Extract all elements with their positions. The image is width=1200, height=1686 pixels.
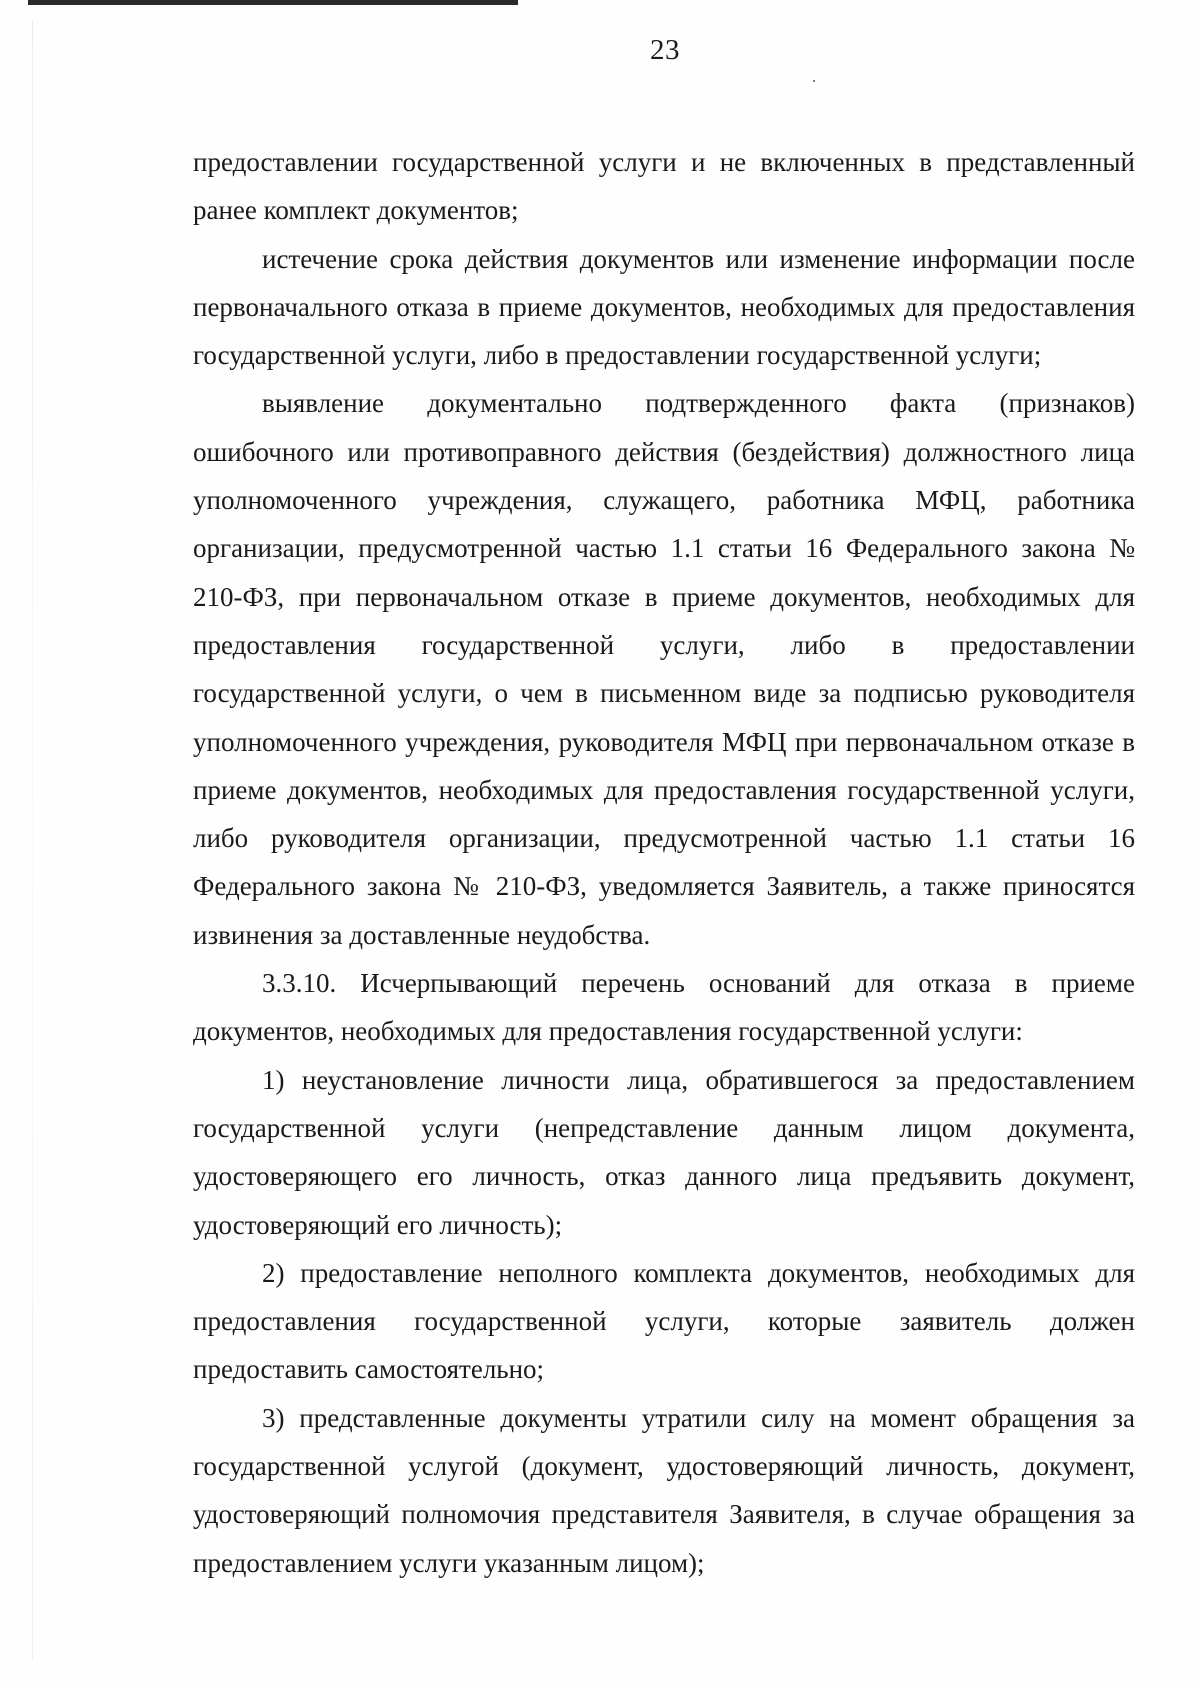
page-number: 23 [650, 34, 680, 66]
list-item-2: 2) предоставление неполного комплекта документов, необходимых для предоставления государственной услуги, которые заявитель должен предоставить самостоятельно; [193, 1257, 1135, 1385]
paragraph-document-expiry: истечение срока действия документов или изменение информации после первоначального отказа в приеме документов, необходимых для предоставления государственной услуги, либо в предоставлении государственной услуги; [193, 243, 1135, 371]
paragraph-continuation: предоставлении государственной услуги и не включенных в представленный ранее комплект документов; [193, 147, 1135, 226]
paragraph-error-detection: выявление документально подтвержденного факта (признаков) ошибочного или противоправного действия (бездействия) должностного лица уполномоченного учреждения, служащего, работника МФЦ, работника организации, предусмотренной частью 1.1 статьи 16 Федерального закона № 210-ФЗ, при первоначальном отказе в приеме документов, необходимых для предоставления государственной услуги, либо в предоставлении государственной услуги, о чем в письменном виде за подписью руководителя уполномоченного учреждения, руководителя МФЦ при первоначальном отказе в приеме документов, необходимых для предоставления государственной услуги, либо руководителя организации, предусмотренной частью 1.1 статьи 16 Федерального закона № 210-ФЗ, уведомляется Заявитель, а также приносятся извинения за доставленные неудобства. [193, 388, 1135, 950]
document-body [193, 138, 1135, 1587]
top-border-line [28, 0, 518, 5]
scan-speck [813, 80, 815, 82]
paragraph-section-3-3-10: 3.3.10. Исчерпывающий перечень оснований для отказа в приеме документов, необходимых для предоставления государственной услуги: [193, 968, 1135, 1047]
list-item-3: 3) представленные документы утратили силу на момент обращения за государственной услугой (документ, удостоверяющий личность, документ, удостоверяющий полномочия представителя Заявителя, в случае обращения за предоставлением услуги указанным лицом); [193, 1402, 1135, 1578]
list-item-1: 1) неустановление личности лица, обратившегося за предоставлением государственной услуги (непредставление данным лицом документа, удостоверяющего его личность, отказ данного лица предъявить документ, удостоверяющий его личность); [193, 1064, 1135, 1240]
scan-left-edge [32, 20, 33, 1660]
